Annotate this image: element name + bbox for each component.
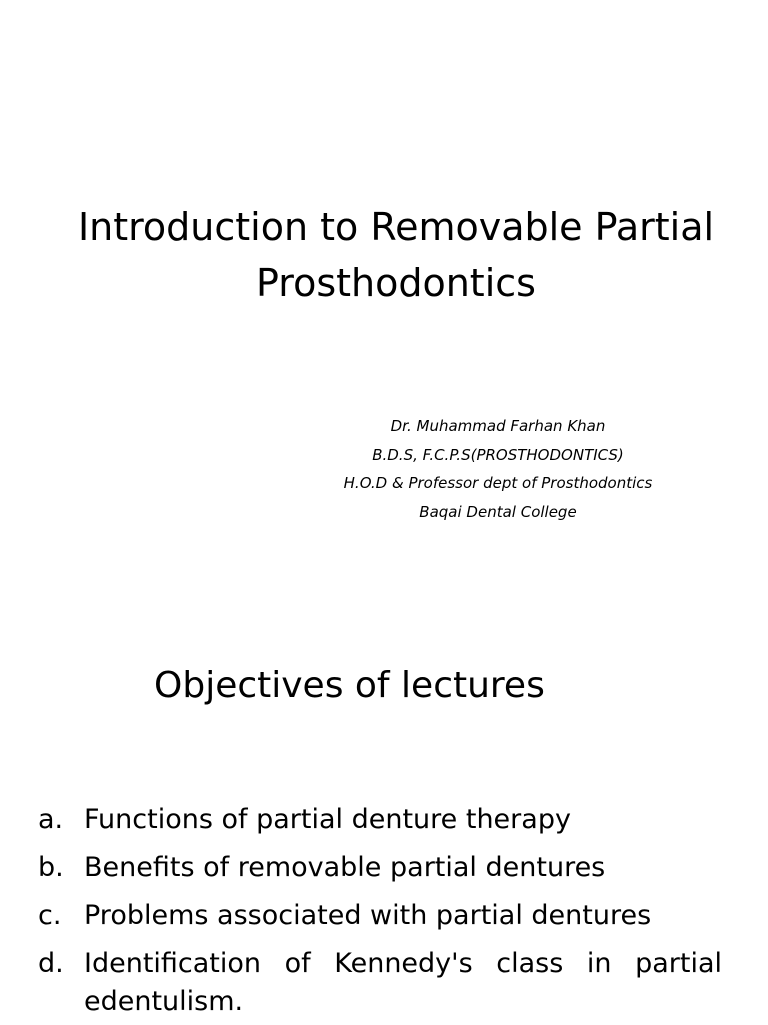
- title-line-1: Introduction to Removable Partial: [77, 205, 715, 249]
- author-institution: Baqai Dental College: [419, 502, 577, 521]
- title-line-2: Prosthodontics: [256, 261, 536, 305]
- list-marker: a.: [38, 804, 64, 835]
- objectives-list: [38, 798, 722, 1025]
- list-marker: c.: [38, 900, 62, 931]
- list-item: [38, 846, 722, 890]
- list-item: [38, 798, 722, 842]
- list-item-text: Functions of partial denture therapy: [84, 804, 571, 835]
- list-item-text: Identification of Kennedy's class in partial edentulism.: [84, 948, 722, 1017]
- author-qualifications: B.D.S, F.C.P.S(PROSTHODONTICS): [372, 445, 624, 464]
- list-item-text: Problems associated with partial dentures: [84, 900, 652, 931]
- author-name: Dr. Muhammad Farhan Khan: [390, 417, 606, 435]
- author-block: [300, 412, 696, 526]
- objectives-heading: Objectives of lectures: [154, 665, 545, 706]
- list-marker: d.: [38, 948, 64, 979]
- slide-title: [40, 199, 752, 311]
- list-marker: b.: [38, 852, 64, 883]
- list-item-text: Benefits of removable partial dentures: [84, 852, 606, 883]
- author-position: H.O.D & Professor dept of Prosthodontics: [343, 474, 653, 492]
- list-item: [38, 894, 722, 938]
- list-item: [38, 942, 722, 1021]
